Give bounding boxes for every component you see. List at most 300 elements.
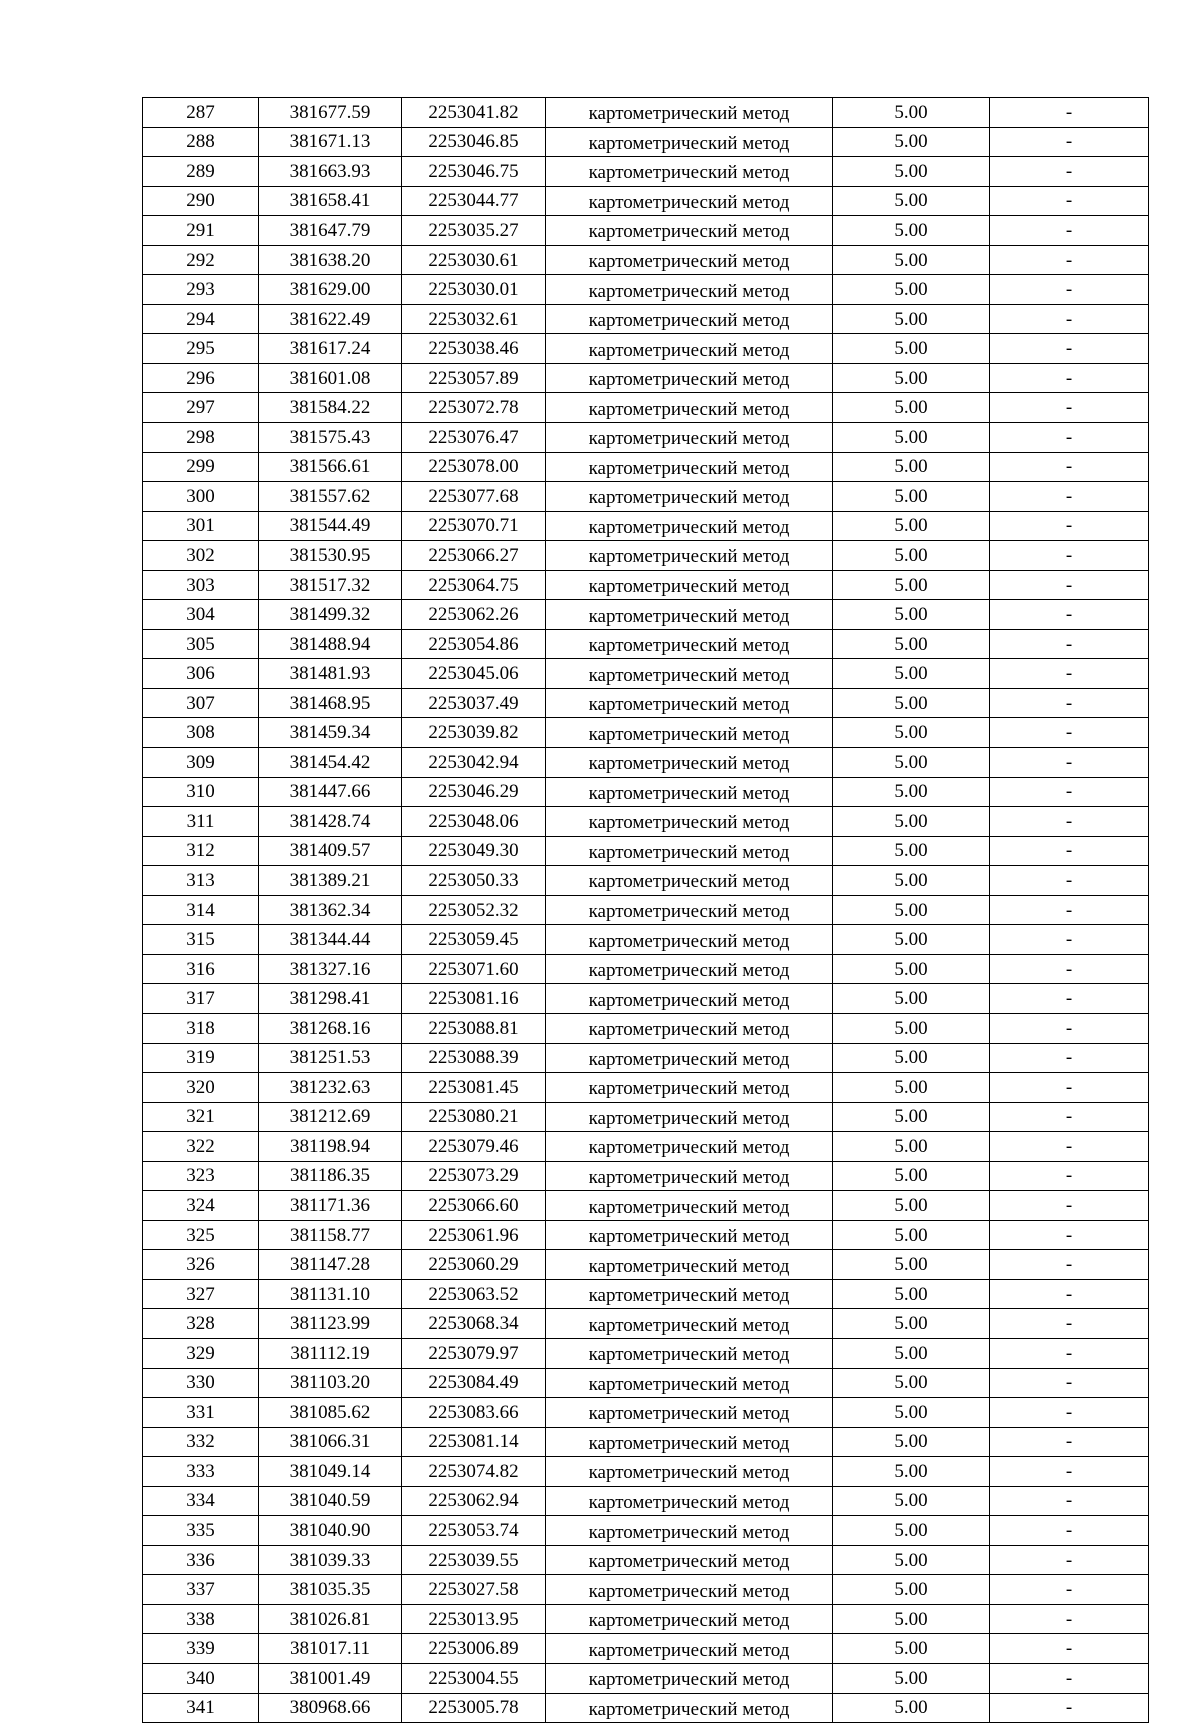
method-cell: картометрический метод	[546, 275, 833, 305]
point-number-cell: 340	[143, 1663, 259, 1693]
point-number-cell: 323	[143, 1161, 259, 1191]
description-cell: -	[990, 984, 1149, 1014]
x-coordinate-cell: 381362.34	[259, 895, 402, 925]
accuracy-cell: 5.00	[833, 452, 990, 482]
table-row	[143, 777, 1149, 807]
point-number-cell: 339	[143, 1634, 259, 1664]
y-coordinate-cell: 2253039.82	[402, 718, 546, 748]
method-cell: картометрический метод	[546, 1575, 833, 1605]
y-coordinate-cell: 2253081.14	[402, 1427, 546, 1457]
point-number-cell: 300	[143, 482, 259, 512]
table-row	[143, 895, 1149, 925]
description-cell: -	[990, 1191, 1149, 1221]
method-cell: картометрический метод	[546, 807, 833, 837]
y-coordinate-cell: 2253073.29	[402, 1161, 546, 1191]
y-coordinate-cell: 2253088.81	[402, 1013, 546, 1043]
point-number-cell: 324	[143, 1191, 259, 1221]
x-coordinate-cell: 381647.79	[259, 216, 402, 246]
method-cell: картометрический метод	[546, 777, 833, 807]
accuracy-cell: 5.00	[833, 600, 990, 630]
table-row	[143, 925, 1149, 955]
method-cell: картометрический метод	[546, 659, 833, 689]
method-cell: картометрический метод	[546, 1457, 833, 1487]
table-row	[143, 245, 1149, 275]
x-coordinate-cell: 381186.35	[259, 1161, 402, 1191]
accuracy-cell: 5.00	[833, 777, 990, 807]
method-cell: картометрический метод	[546, 600, 833, 630]
x-coordinate-cell: 381499.32	[259, 600, 402, 630]
point-number-cell: 304	[143, 600, 259, 630]
table-row	[143, 984, 1149, 1014]
description-cell: -	[990, 393, 1149, 423]
table-row	[143, 1663, 1149, 1693]
table-row	[143, 304, 1149, 334]
y-coordinate-cell: 2253013.95	[402, 1604, 546, 1634]
description-cell: -	[990, 1073, 1149, 1103]
y-coordinate-cell: 2253066.27	[402, 541, 546, 571]
y-coordinate-cell: 2253032.61	[402, 304, 546, 334]
point-number-cell: 309	[143, 748, 259, 778]
table-row	[143, 1191, 1149, 1221]
point-number-cell: 295	[143, 334, 259, 364]
accuracy-cell: 5.00	[833, 1486, 990, 1516]
method-cell: картометрический метод	[546, 1486, 833, 1516]
y-coordinate-cell: 2253052.32	[402, 895, 546, 925]
table-row	[143, 570, 1149, 600]
point-number-cell: 290	[143, 186, 259, 216]
x-coordinate-cell: 381017.11	[259, 1634, 402, 1664]
y-coordinate-cell: 2253080.21	[402, 1102, 546, 1132]
method-cell: картометрический метод	[546, 1663, 833, 1693]
point-number-cell: 330	[143, 1368, 259, 1398]
point-number-cell: 325	[143, 1220, 259, 1250]
method-cell: картометрический метод	[546, 1279, 833, 1309]
method-cell: картометрический метод	[546, 629, 833, 659]
description-cell: -	[990, 245, 1149, 275]
x-coordinate-cell: 381344.44	[259, 925, 402, 955]
table-row	[143, 393, 1149, 423]
point-number-cell: 332	[143, 1427, 259, 1457]
accuracy-cell: 5.00	[833, 1457, 990, 1487]
y-coordinate-cell: 2253062.26	[402, 600, 546, 630]
point-number-cell: 310	[143, 777, 259, 807]
point-number-cell: 289	[143, 157, 259, 187]
method-cell: картометрический метод	[546, 718, 833, 748]
point-number-cell: 337	[143, 1575, 259, 1605]
description-cell: -	[990, 1545, 1149, 1575]
table-row	[143, 1398, 1149, 1428]
table-row	[143, 718, 1149, 748]
y-coordinate-cell: 2253035.27	[402, 216, 546, 246]
y-coordinate-cell: 2253042.94	[402, 748, 546, 778]
x-coordinate-cell: 381629.00	[259, 275, 402, 305]
y-coordinate-cell: 2253027.58	[402, 1575, 546, 1605]
method-cell: картометрический метод	[546, 245, 833, 275]
method-cell: картометрический метод	[546, 511, 833, 541]
accuracy-cell: 5.00	[833, 1102, 990, 1132]
x-coordinate-cell: 381468.95	[259, 688, 402, 718]
point-number-cell: 299	[143, 452, 259, 482]
accuracy-cell: 5.00	[833, 541, 990, 571]
x-coordinate-cell: 381268.16	[259, 1013, 402, 1043]
coordinates-table-body	[143, 98, 1149, 1723]
y-coordinate-cell: 2253088.39	[402, 1043, 546, 1073]
point-number-cell: 312	[143, 836, 259, 866]
accuracy-cell: 5.00	[833, 1161, 990, 1191]
accuracy-cell: 5.00	[833, 157, 990, 187]
description-cell: -	[990, 659, 1149, 689]
method-cell: картометрический метод	[546, 688, 833, 718]
accuracy-cell: 5.00	[833, 304, 990, 334]
x-coordinate-cell: 381601.08	[259, 363, 402, 393]
method-cell: картометрический метод	[546, 186, 833, 216]
y-coordinate-cell: 2253084.49	[402, 1368, 546, 1398]
description-cell: -	[990, 807, 1149, 837]
coordinates-table	[142, 97, 1149, 1723]
table-row	[143, 1279, 1149, 1309]
point-number-cell: 320	[143, 1073, 259, 1103]
method-cell: картометрический метод	[546, 1604, 833, 1634]
table-row	[143, 748, 1149, 778]
method-cell: картометрический метод	[546, 482, 833, 512]
table-row	[143, 482, 1149, 512]
description-cell: -	[990, 1368, 1149, 1398]
y-coordinate-cell: 2253054.86	[402, 629, 546, 659]
y-coordinate-cell: 2253064.75	[402, 570, 546, 600]
point-number-cell: 305	[143, 629, 259, 659]
point-number-cell: 336	[143, 1545, 259, 1575]
x-coordinate-cell: 381040.90	[259, 1516, 402, 1546]
method-cell: картометрический метод	[546, 748, 833, 778]
description-cell: -	[990, 304, 1149, 334]
method-cell: картометрический метод	[546, 1161, 833, 1191]
x-coordinate-cell: 381454.42	[259, 748, 402, 778]
description-cell: -	[990, 954, 1149, 984]
point-number-cell: 306	[143, 659, 259, 689]
y-coordinate-cell: 2253081.16	[402, 984, 546, 1014]
accuracy-cell: 5.00	[833, 895, 990, 925]
accuracy-cell: 5.00	[833, 186, 990, 216]
y-coordinate-cell: 2253041.82	[402, 98, 546, 128]
table-row	[143, 1102, 1149, 1132]
method-cell: картометрический метод	[546, 895, 833, 925]
point-number-cell: 311	[143, 807, 259, 837]
accuracy-cell: 5.00	[833, 954, 990, 984]
method-cell: картометрический метод	[546, 984, 833, 1014]
table-row	[143, 1043, 1149, 1073]
description-cell: -	[990, 1250, 1149, 1280]
description-cell: -	[990, 1013, 1149, 1043]
point-number-cell: 301	[143, 511, 259, 541]
y-coordinate-cell: 2253079.97	[402, 1338, 546, 1368]
method-cell: картометрический метод	[546, 1132, 833, 1162]
x-coordinate-cell: 381530.95	[259, 541, 402, 571]
x-coordinate-cell: 381575.43	[259, 423, 402, 453]
method-cell: картометрический метод	[546, 1338, 833, 1368]
accuracy-cell: 5.00	[833, 1368, 990, 1398]
table-row	[143, 1309, 1149, 1339]
table-row	[143, 1604, 1149, 1634]
accuracy-cell: 5.00	[833, 1398, 990, 1428]
table-row	[143, 1575, 1149, 1605]
point-number-cell: 322	[143, 1132, 259, 1162]
method-cell: картометрический метод	[546, 954, 833, 984]
table-row	[143, 127, 1149, 157]
table-row	[143, 1073, 1149, 1103]
y-coordinate-cell: 2253076.47	[402, 423, 546, 453]
table-row	[143, 600, 1149, 630]
x-coordinate-cell: 381517.32	[259, 570, 402, 600]
accuracy-cell: 5.00	[833, 1191, 990, 1221]
method-cell: картометрический метод	[546, 157, 833, 187]
y-coordinate-cell: 2253061.96	[402, 1220, 546, 1250]
table-row	[143, 1634, 1149, 1664]
table-row	[143, 1161, 1149, 1191]
x-coordinate-cell: 381622.49	[259, 304, 402, 334]
table-row	[143, 688, 1149, 718]
x-coordinate-cell: 381026.81	[259, 1604, 402, 1634]
accuracy-cell: 5.00	[833, 748, 990, 778]
point-number-cell: 293	[143, 275, 259, 305]
description-cell: -	[990, 777, 1149, 807]
method-cell: картометрический метод	[546, 1102, 833, 1132]
x-coordinate-cell: 381298.41	[259, 984, 402, 1014]
method-cell: картометрический метод	[546, 304, 833, 334]
description-cell: -	[990, 836, 1149, 866]
accuracy-cell: 5.00	[833, 807, 990, 837]
x-coordinate-cell: 381001.49	[259, 1663, 402, 1693]
table-row	[143, 1516, 1149, 1546]
table-row	[143, 186, 1149, 216]
accuracy-cell: 5.00	[833, 393, 990, 423]
x-coordinate-cell: 381638.20	[259, 245, 402, 275]
accuracy-cell: 5.00	[833, 482, 990, 512]
y-coordinate-cell: 2253030.01	[402, 275, 546, 305]
method-cell: картометрический метод	[546, 452, 833, 482]
y-coordinate-cell: 2253083.66	[402, 1398, 546, 1428]
x-coordinate-cell: 381327.16	[259, 954, 402, 984]
table-row	[143, 1545, 1149, 1575]
method-cell: картометрический метод	[546, 1073, 833, 1103]
description-cell: -	[990, 157, 1149, 187]
method-cell: картометрический метод	[546, 1634, 833, 1664]
point-number-cell: 287	[143, 98, 259, 128]
description-cell: -	[990, 452, 1149, 482]
description-cell: -	[990, 866, 1149, 896]
description-cell: -	[990, 511, 1149, 541]
y-coordinate-cell: 2253079.46	[402, 1132, 546, 1162]
point-number-cell: 307	[143, 688, 259, 718]
description-cell: -	[990, 1220, 1149, 1250]
y-coordinate-cell: 2253074.82	[402, 1457, 546, 1487]
method-cell: картометрический метод	[546, 570, 833, 600]
description-cell: -	[990, 186, 1149, 216]
method-cell: картометрический метод	[546, 1427, 833, 1457]
y-coordinate-cell: 2253059.45	[402, 925, 546, 955]
point-number-cell: 334	[143, 1486, 259, 1516]
accuracy-cell: 5.00	[833, 423, 990, 453]
point-number-cell: 315	[143, 925, 259, 955]
description-cell: -	[990, 600, 1149, 630]
y-coordinate-cell: 2253077.68	[402, 482, 546, 512]
accuracy-cell: 5.00	[833, 866, 990, 896]
x-coordinate-cell: 381459.34	[259, 718, 402, 748]
description-cell: -	[990, 363, 1149, 393]
table-row	[143, 1013, 1149, 1043]
point-number-cell: 314	[143, 895, 259, 925]
method-cell: картометрический метод	[546, 98, 833, 128]
description-cell: -	[990, 334, 1149, 364]
x-coordinate-cell: 381544.49	[259, 511, 402, 541]
x-coordinate-cell: 381409.57	[259, 836, 402, 866]
point-number-cell: 326	[143, 1250, 259, 1280]
x-coordinate-cell: 381663.93	[259, 157, 402, 187]
description-cell: -	[990, 748, 1149, 778]
point-number-cell: 294	[143, 304, 259, 334]
x-coordinate-cell: 381049.14	[259, 1457, 402, 1487]
x-coordinate-cell: 381557.62	[259, 482, 402, 512]
description-cell: -	[990, 895, 1149, 925]
table-row	[143, 1693, 1149, 1723]
x-coordinate-cell: 381171.36	[259, 1191, 402, 1221]
y-coordinate-cell: 2253005.78	[402, 1693, 546, 1723]
x-coordinate-cell: 381035.35	[259, 1575, 402, 1605]
y-coordinate-cell: 2253063.52	[402, 1279, 546, 1309]
x-coordinate-cell: 381677.59	[259, 98, 402, 128]
description-cell: -	[990, 1604, 1149, 1634]
description-cell: -	[990, 423, 1149, 453]
method-cell: картометрический метод	[546, 216, 833, 246]
accuracy-cell: 5.00	[833, 570, 990, 600]
accuracy-cell: 5.00	[833, 659, 990, 689]
accuracy-cell: 5.00	[833, 363, 990, 393]
method-cell: картометрический метод	[546, 1516, 833, 1546]
point-number-cell: 321	[143, 1102, 259, 1132]
y-coordinate-cell: 2253037.49	[402, 688, 546, 718]
accuracy-cell: 5.00	[833, 1279, 990, 1309]
method-cell: картометрический метод	[546, 127, 833, 157]
description-cell: -	[990, 1161, 1149, 1191]
table-row	[143, 659, 1149, 689]
table-row	[143, 1338, 1149, 1368]
x-coordinate-cell: 381040.59	[259, 1486, 402, 1516]
x-coordinate-cell: 381428.74	[259, 807, 402, 837]
y-coordinate-cell: 2253066.60	[402, 1191, 546, 1221]
accuracy-cell: 5.00	[833, 98, 990, 128]
x-coordinate-cell: 381198.94	[259, 1132, 402, 1162]
description-cell: -	[990, 1634, 1149, 1664]
x-coordinate-cell: 380968.66	[259, 1693, 402, 1723]
description-cell: -	[990, 629, 1149, 659]
accuracy-cell: 5.00	[833, 216, 990, 246]
description-cell: -	[990, 127, 1149, 157]
table-row	[143, 807, 1149, 837]
x-coordinate-cell: 381488.94	[259, 629, 402, 659]
y-coordinate-cell: 2253062.94	[402, 1486, 546, 1516]
description-cell: -	[990, 482, 1149, 512]
description-cell: -	[990, 1102, 1149, 1132]
y-coordinate-cell: 2253048.06	[402, 807, 546, 837]
point-number-cell: 292	[143, 245, 259, 275]
table-row	[143, 157, 1149, 187]
y-coordinate-cell: 2253072.78	[402, 393, 546, 423]
table-row	[143, 423, 1149, 453]
table-row	[143, 629, 1149, 659]
description-cell: -	[990, 925, 1149, 955]
point-number-cell: 319	[143, 1043, 259, 1073]
accuracy-cell: 5.00	[833, 718, 990, 748]
accuracy-cell: 5.00	[833, 245, 990, 275]
accuracy-cell: 5.00	[833, 275, 990, 305]
y-coordinate-cell: 2253081.45	[402, 1073, 546, 1103]
description-cell: -	[990, 1663, 1149, 1693]
description-cell: -	[990, 541, 1149, 571]
table-row	[143, 98, 1149, 128]
x-coordinate-cell: 381617.24	[259, 334, 402, 364]
table-row	[143, 541, 1149, 571]
table-row	[143, 216, 1149, 246]
point-number-cell: 327	[143, 1279, 259, 1309]
accuracy-cell: 5.00	[833, 1073, 990, 1103]
y-coordinate-cell: 2253046.75	[402, 157, 546, 187]
y-coordinate-cell: 2253004.55	[402, 1663, 546, 1693]
y-coordinate-cell: 2253071.60	[402, 954, 546, 984]
x-coordinate-cell: 381481.93	[259, 659, 402, 689]
description-cell: -	[990, 688, 1149, 718]
accuracy-cell: 5.00	[833, 1309, 990, 1339]
x-coordinate-cell: 381085.62	[259, 1398, 402, 1428]
x-coordinate-cell: 381039.33	[259, 1545, 402, 1575]
point-number-cell: 308	[143, 718, 259, 748]
method-cell: картометрический метод	[546, 1545, 833, 1575]
table-row	[143, 1220, 1149, 1250]
x-coordinate-cell: 381158.77	[259, 1220, 402, 1250]
y-coordinate-cell: 2253078.00	[402, 452, 546, 482]
point-number-cell: 291	[143, 216, 259, 246]
accuracy-cell: 5.00	[833, 1693, 990, 1723]
accuracy-cell: 5.00	[833, 1545, 990, 1575]
method-cell: картометрический метод	[546, 334, 833, 364]
accuracy-cell: 5.00	[833, 984, 990, 1014]
table-row	[143, 275, 1149, 305]
accuracy-cell: 5.00	[833, 334, 990, 364]
table-row	[143, 452, 1149, 482]
method-cell: картометрический метод	[546, 1398, 833, 1428]
accuracy-cell: 5.00	[833, 1338, 990, 1368]
description-cell: -	[990, 1132, 1149, 1162]
x-coordinate-cell: 381123.99	[259, 1309, 402, 1339]
table-row	[143, 1250, 1149, 1280]
x-coordinate-cell: 381251.53	[259, 1043, 402, 1073]
method-cell: картометрический метод	[546, 541, 833, 571]
y-coordinate-cell: 2253050.33	[402, 866, 546, 896]
method-cell: картометрический метод	[546, 1368, 833, 1398]
accuracy-cell: 5.00	[833, 1132, 990, 1162]
x-coordinate-cell: 381112.19	[259, 1338, 402, 1368]
point-number-cell: 329	[143, 1338, 259, 1368]
y-coordinate-cell: 2253038.46	[402, 334, 546, 364]
description-cell: -	[990, 1575, 1149, 1605]
table-row	[143, 866, 1149, 896]
description-cell: -	[990, 570, 1149, 600]
method-cell: картометрический метод	[546, 363, 833, 393]
accuracy-cell: 5.00	[833, 1575, 990, 1605]
x-coordinate-cell: 381671.13	[259, 127, 402, 157]
description-cell: -	[990, 1486, 1149, 1516]
method-cell: картометрический метод	[546, 1693, 833, 1723]
x-coordinate-cell: 381658.41	[259, 186, 402, 216]
x-coordinate-cell: 381147.28	[259, 1250, 402, 1280]
